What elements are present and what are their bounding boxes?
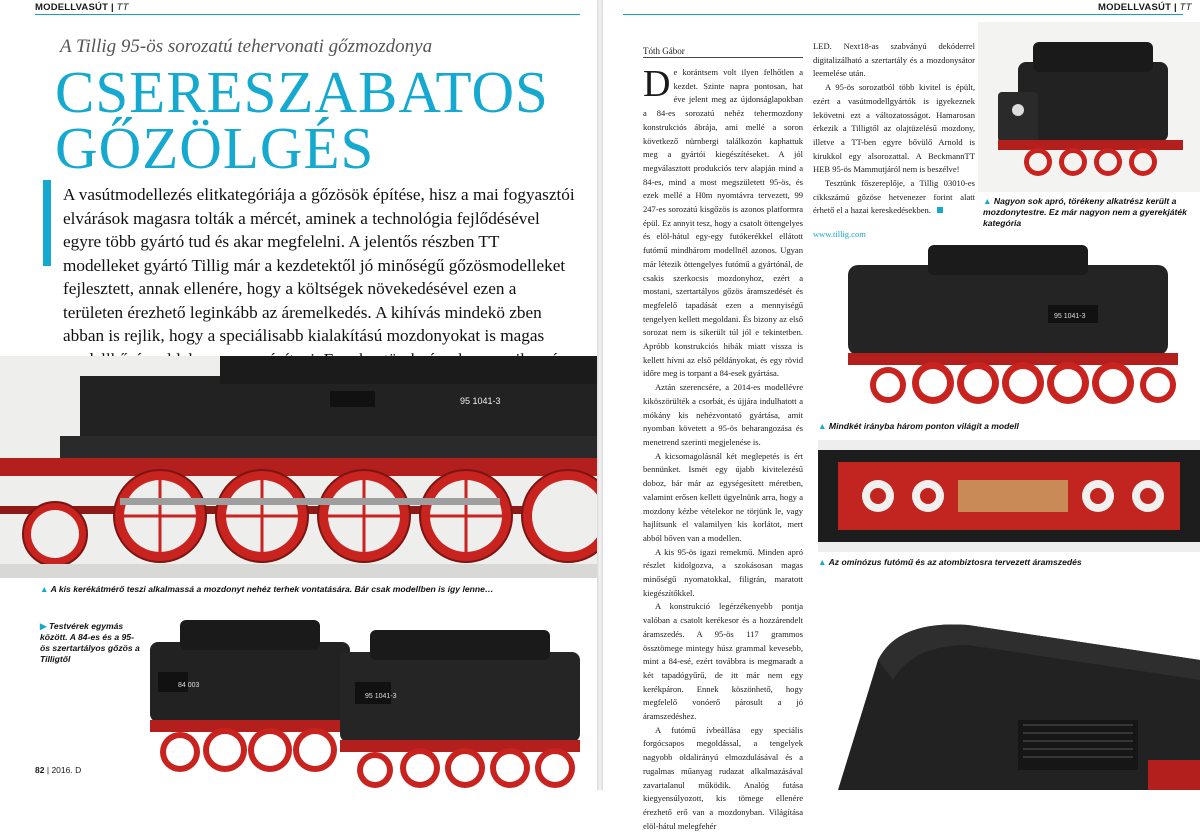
section-name: MODELLVASÚT: [35, 2, 109, 13]
issue-label: 2016. D: [51, 765, 82, 775]
header-separator-right: |: [1173, 2, 1177, 13]
grille-illustration: [818, 600, 1200, 790]
end-mark-icon: [937, 207, 943, 213]
triangle-up-icon-3: ▲: [818, 421, 827, 431]
topright-loco-photo: [978, 22, 1200, 192]
lights-caption: [818, 421, 1188, 432]
header-rule: [35, 14, 580, 15]
triangle-up-icon-2: ▲: [983, 196, 992, 206]
underside-caption: [818, 557, 1188, 568]
article-column-2: [813, 40, 975, 242]
footer-separator: |: [46, 765, 50, 775]
topright-caption-text: Nagyon sok apró, törékeny alkatrész került a mozdonytestre. Ez már nagyon nem a gyerekjáték kategória: [983, 196, 1187, 228]
loco95-number: 95 1041-3: [365, 693, 397, 700]
col2-para-2: A 95-ös sorozatból több kivitel is épült, ezért a vasútmodellgyártók is igyekeznek lekövetni ezt a változatosságot. Hamarosan érkezik a Tilligtől az olajtüzelésű mozdony, illetve a TT-ben egyre bővülő Arnold is kirukkol egy alsorozattal. A BeckmannTT HEB 95-ös Mammutjáról nem is beszélve!: [813, 82, 975, 175]
underside-caption-text: Az ominózus futómű és az atombiztosra tervezett áramszedés: [828, 557, 1082, 567]
loco-number-plate: 95 1041-3: [460, 396, 501, 406]
article-column-1: [643, 63, 803, 833]
tillig-link[interactable]: www.tillig.com: [813, 229, 866, 240]
triangle-right-icon: ▶: [40, 621, 47, 631]
lights-caption-text: Mindkét irányba három ponton világít a modell: [828, 421, 1019, 431]
section-sub-right: TT: [1179, 2, 1192, 13]
bigphoto-caption-text: A kis kerékátmérő teszi alkalmassá a mozdonyt nehéz terhek vontatására. Bár csak modellben is így lenne…: [50, 584, 494, 594]
underside-illustration: [818, 440, 1200, 552]
siblings-caption-text: Testvérek egymás között. A 84-es és a 95-ös szertartályos gőzös a Tilligtől: [40, 621, 140, 664]
middle-loco-photo: [818, 240, 1200, 415]
loco-closeup-illustration: [0, 356, 597, 578]
col1-para-2: Aztán szerencsére, a 2014-es modellévre kiköszörülték a csorbát, és újjára indulhatott a mókány kis nehézvontató gyártása, amit nyomban követett a 95-ös beharangozása és menetrend szerinti megjelenése is.: [643, 382, 803, 447]
col1-para-1: [643, 63, 803, 381]
loco-closeup-photo: [0, 356, 597, 578]
header-rule-right: [623, 14, 1183, 15]
sibling-locos-photo: [140, 612, 597, 790]
byline-rule: [643, 57, 803, 58]
article-kicker: A Tillig 95-ös sorozatú tehervonati gőzmozdonya: [60, 36, 433, 57]
col2-para-3-text: Tesztünk főszereplője, a Tillig 03010-es cikkszámú gőzöse hetvenezer forint alatt érhető el a hazai kereskedésekben.: [813, 178, 975, 216]
section-sub: TT: [116, 2, 129, 13]
page-number: 82: [35, 765, 45, 775]
right-page: [603, 0, 1200, 831]
col1-para-4: A kis 95-ös igazi remekmű. Minden apró részlet kidolgozva, a szokásosan magas minőségű nyomatokkal, filigrán, maratott kiegészítőkkel.: [643, 546, 803, 598]
triangle-up-icon-4: ▲: [818, 557, 827, 567]
col1-para-1-text: e korántsem volt ilyen felhőtlen a kezdet. Szinte napra pontosan, hat éve jelent meg az újdonságlapokban a 84-es sorozatú nehéz tehermozdony konstrukciós ábrája, ami mellé a soron következő nürnbergi találkozón kaphattuk meg a gyártói kiegészítéseket. A jól megválasztott produkciós terv alapján mind a 84-es, mind a most megszületett 95-ös, és ezek mellé a H0m nyomtávra tervezett, 99 247-es sorozatú kisgőzös is azonos platformra épül. Ez annyit tesz, hogy a csatolt öttengelyes és elöl-hátul egy-egy futókerékkel ellátott futómű mindhárom modellnél azonos. Ugyan már létezik öttengelyes futómű a gyártónál, de csakis szerkocsis mozdonyhoz, ezért a mostani, szertartályos gőzös áramszedését és megfelelő tapadását ezen a mennyiségű tengelyen kellett megoldani. És bizony az első sorozat nem is sikerült túl jól e tekintetben. Apróbb konstrukciós hibák miatt vissza is kellett hívni az első példányokat, és egy rövid időre meg is torpant a 84-esek gyártása.: [643, 67, 803, 379]
col1-para-6: A futómű ívbeállása egy speciális forgócsapos megoldással, a tengelyek nagyobb oldalirányú elmozdulásával és a rugalmas műanyag rudazat alkalmazásával zavartalanul működik. Analóg futása kiegyensúlyozott, kis tömege ellenére érezhető erő van a mozdonyban. Világítása elöl-hátul melegfehér: [643, 724, 803, 831]
page-footer: [35, 765, 81, 775]
bigphoto-caption: [40, 584, 560, 595]
title-line-2: GŐZÖLGÉS: [55, 115, 375, 181]
topright-loco-illustration: [978, 22, 1200, 192]
col2-para-1: LED. Next18-as szabványú dekóderrel digitalizálható a szertartály és a mozdonysátor leemelése után.: [813, 41, 975, 79]
header-separator: |: [110, 2, 114, 13]
col1-para-3: A kicsomagolásnál két meglepetés is ért bennünket. Ismét egy újabb kivitelezésű doboz, bár már az egységesített méretben, valamint erősen kellett ügyelnünk arra, hogy a mozdony kézbe vételekor ne törjünk le, vagy hajlítsunk el valamilyen kis korlátot, mert abból bőven van a modellen.: [643, 450, 803, 543]
col2-para-3: [813, 177, 975, 218]
title-line-1: CSERESZABATOS: [55, 59, 549, 125]
article-lead: A vasútmodellezés elitkategóriája a gőzösök építése, hisz a mai fogyasztói elvárások magasra tolták a mércét, aminek a technológia fejlődésével egyre több gyártó tud és akar megfelelni. A jelentős részben TT modelleket gyártó Tillig már a kezdetektől jó minőségű gőzösmodelleket fejlesztett, annak ellenére, hogy a költségek növekedésével ezen a területen érezhető leginkább az áremelkedés. A kihívás mindekö zben abban is rejlik, hogy a speciálisabb kialakítású mozdonyokat is magas: [63, 185, 575, 345]
grille-photo: [818, 600, 1200, 790]
topright-caption: [983, 196, 1193, 229]
sibling-locos-illustration: [140, 612, 597, 790]
article-title: [55, 59, 549, 181]
left-page: [0, 0, 597, 790]
drop-cap: D: [643, 63, 671, 105]
underside-photo: [818, 440, 1200, 552]
section-header-right: [1098, 2, 1192, 13]
middle-loco-number: 95 1041-3: [1054, 313, 1086, 320]
col1-para-5: A konstrukció legérzékenyebb pontja valóban a csatolt kerékesor és a hozzárendelt áramszedés. A 95-ös 117 grammos össztömege mintegy húsz grammal kevesebb, mint a 84-esé, ezért továbbra is megmaradt a két tapadógyűrű, de itt már nem egy kerékpáron. Ennek köszönhető, hogy megfelelő vonóerő párosult a jó áramszedéshez.: [643, 601, 803, 722]
middle-loco-illustration: [818, 240, 1200, 415]
triangle-up-icon: ▲: [40, 584, 49, 594]
loco84-number: 84 003: [178, 682, 200, 689]
author-byline: Tóth Gábor: [643, 46, 685, 56]
lead-accent-bar: [43, 180, 51, 266]
section-header: [35, 2, 129, 13]
siblings-caption: [40, 621, 140, 665]
section-name-right: MODELLVASÚT: [1098, 2, 1172, 13]
